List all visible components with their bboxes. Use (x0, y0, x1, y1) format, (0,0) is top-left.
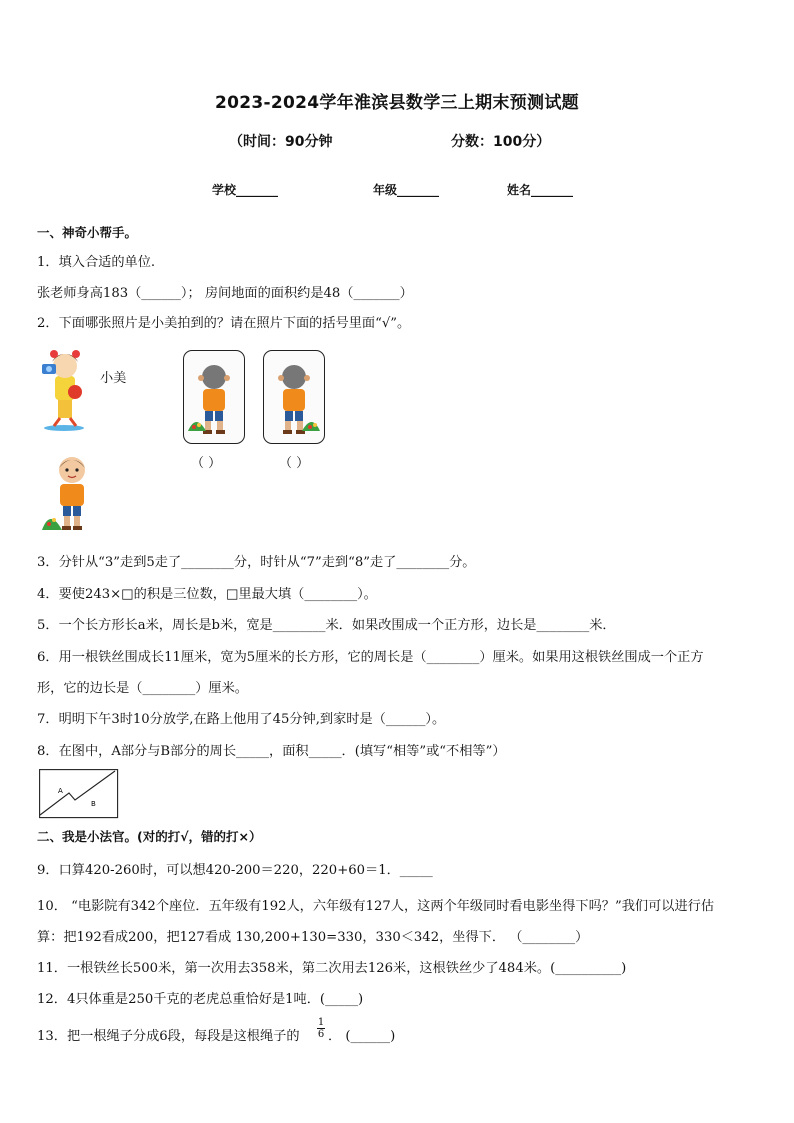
section-2-heading: 二、我是小法官。(对的打√，错的打×） (37, 829, 262, 844)
fraction-one-sixth (316, 1017, 326, 1040)
photo-2-answer-parens[interactable]: （ ） (279, 456, 310, 471)
fraction-denominator: 6 (317, 1029, 325, 1040)
boy-back-view-icon (264, 351, 324, 443)
question-5: 5．一个长方形长a米，周长是b米，宽是________米．如果改围成一个正方形，边长是________米． (37, 618, 616, 633)
question-4: 4．要使243×□的积是三位数，□里最大填（________）。 (37, 587, 377, 602)
photo-1-answer-parens[interactable]: （ ） (191, 456, 222, 471)
photo-option-2[interactable] (263, 350, 325, 444)
rectangle-split-diagram (39, 769, 119, 819)
question-9: 9．口算420-260时，可以想420-200＝220，220+60＝1．_____ (37, 863, 433, 878)
school-field: 学校_______ (212, 183, 279, 197)
region-b-label: B (91, 800, 96, 808)
exam-time: （时间：90分钟 (229, 134, 333, 150)
question-3: 3．分针从“3”走到5走了________分，时针从“7”走到“8”走了________分。 (37, 555, 476, 570)
question-10-line-1: 10． “电影院有342个座位．五年级有192人，六年级有127人，这两个年级同时看电影坐得下吗？”我们可以进行估 (37, 899, 715, 914)
question-2: 2．下面哪张照片是小美拍到的？请在照片下面的括号里面“√”。 (37, 316, 411, 331)
question-1-line: 张老师身高183（______）； 房间地面的面积约是48（_______） (37, 286, 413, 301)
region-a-label: A (58, 787, 63, 795)
girl-name-label: 小美 (100, 371, 127, 386)
question-7: 7．明明下午3时10分放学,在路上他用了45分钟,到家时是（______）。 (37, 712, 446, 727)
question-12: 12．4只体重是250千克的老虎总重恰好是1吨．(_____) (37, 992, 364, 1007)
grade-field: 年级_______ (373, 183, 440, 197)
boy-front-illustration (40, 452, 96, 534)
question-6-line-1: 6．用一根铁丝围成长11厘米，宽为5厘米的长方形，它的周长是（________）厘米。如果用这根铁丝围成一个正方 (37, 650, 704, 665)
question-6-line-2: 形，它的边长是（________）厘米。 (37, 681, 248, 696)
question-8: 8．在图中，A部分与B部分的周长_____，面积_____．(填写“相等”或“不相等”） (37, 744, 506, 759)
photo-option-1[interactable] (183, 350, 245, 444)
section-1-heading: 一、神奇小帮手。 (37, 225, 138, 240)
question-11: 11．一根铁丝长500米，第一次用去358米，第二次用去126米，这根铁丝少了484米。(__________) (37, 961, 627, 976)
question-13: 13．把一根绳子分成6段，每段是这根绳子的 (37, 1029, 300, 1044)
girl-illustration (38, 344, 90, 432)
page-title: 2023-2024学年淮滨县数学三上期末预测试题 (215, 93, 579, 113)
question-13-answer: ． (______) (328, 1029, 396, 1044)
exam-score: 分数：100分） (451, 134, 551, 150)
boy-back-view-icon (184, 351, 244, 443)
fraction-numerator: 1 (317, 1017, 325, 1028)
name-field: 姓名_______ (507, 183, 574, 197)
question-1: 1．填入合适的单位. (37, 255, 156, 270)
question-10-line-2: 算：把192看成200，把127看成 130,200+130=330，330＜342，坐得下． （________） (37, 930, 589, 945)
